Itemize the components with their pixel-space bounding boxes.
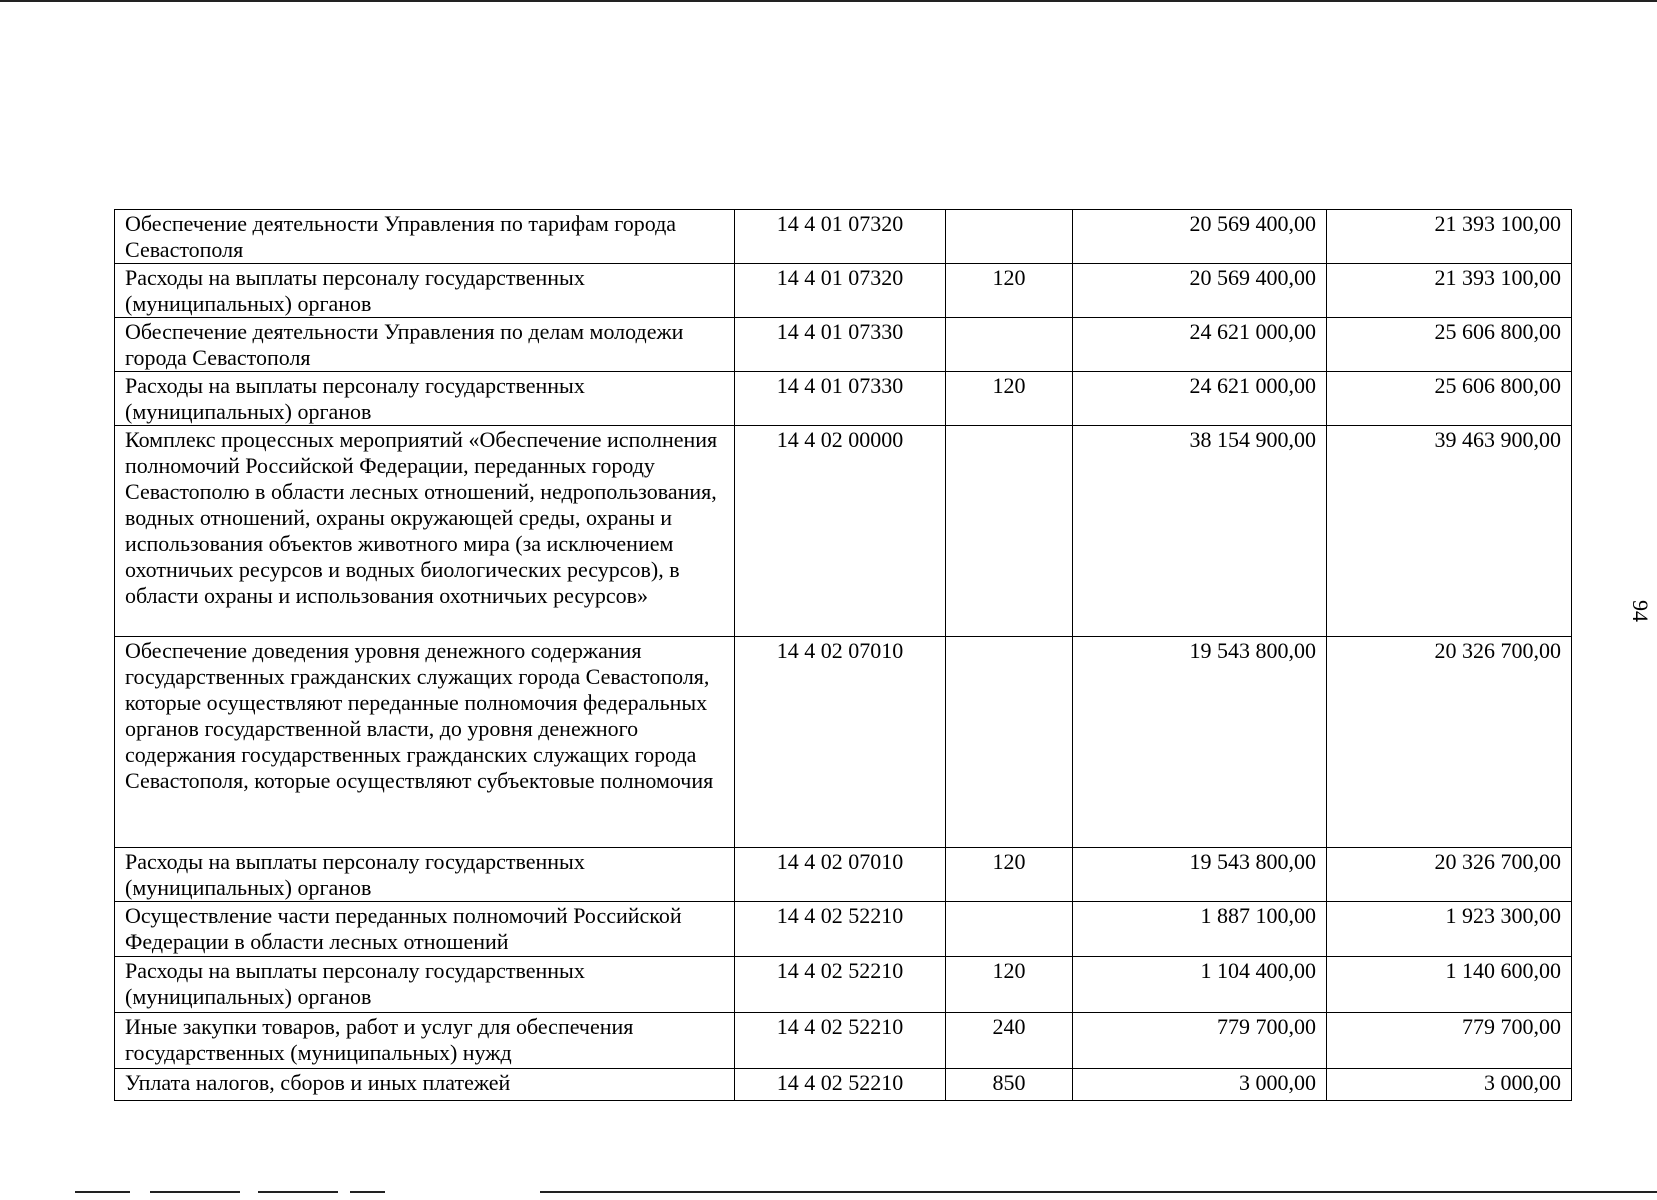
row-sum-year2: 3 000,00: [1327, 1069, 1572, 1101]
row-name: Обеспечение деятельности Управления по делам молодежи города Севастополя: [115, 318, 735, 372]
row-name: Уплата налогов, сборов и иных платежей: [115, 1069, 735, 1101]
row-sum-year2: 1 923 300,00: [1327, 902, 1572, 957]
row-code: 14 4 01 07330: [735, 372, 946, 426]
row-expense-type: 850: [946, 1069, 1073, 1101]
table-row: [115, 637, 1572, 848]
row-expense-type: 120: [946, 264, 1073, 318]
row-name: Расходы на выплаты персоналу государственных (муниципальных) органов: [115, 957, 735, 1013]
row-sum-year2: 25 606 800,00: [1327, 372, 1572, 426]
table-row: [115, 372, 1572, 426]
row-expense-type: [946, 637, 1073, 848]
row-expense-type: 240: [946, 1013, 1073, 1069]
table-row: [115, 1069, 1572, 1101]
row-name: Расходы на выплаты персоналу государственных (муниципальных) органов: [115, 372, 735, 426]
row-sum-year1: 779 700,00: [1073, 1013, 1327, 1069]
scan-border-top: [0, 0, 1657, 2]
row-sum-year1: 1 887 100,00: [1073, 902, 1327, 957]
table-row: [115, 426, 1572, 637]
table-row: [115, 264, 1572, 318]
row-sum-year2: 25 606 800,00: [1327, 318, 1572, 372]
row-name: Обеспечение доведения уровня денежного содержания государственных гражданских служащих города Севастополя, которые осуществляют переданные полномочия федеральных органов государственной власти, до уровня денежного содержания государственных гражданских служащих города Севастополя, которые осуществляют субъектовые полномочия: [115, 637, 735, 848]
row-sum-year2: 20 326 700,00: [1327, 637, 1572, 848]
row-name: Иные закупки товаров, работ и услуг для обеспечения государственных (муниципальных) нужд: [115, 1013, 735, 1069]
row-sum-year1: 19 543 800,00: [1073, 848, 1327, 902]
row-code: 14 4 01 07320: [735, 210, 946, 264]
budget-table: [114, 209, 1572, 1101]
table-row: [115, 848, 1572, 902]
table-row: [115, 318, 1572, 372]
row-name: Обеспечение деятельности Управления по тарифам города Севастополя: [115, 210, 735, 264]
row-code: 14 4 02 00000: [735, 426, 946, 637]
scan-border-bottom: [75, 1191, 130, 1193]
row-expense-type: 120: [946, 957, 1073, 1013]
row-sum-year1: 24 621 000,00: [1073, 372, 1327, 426]
row-name: Осуществление части переданных полномочий Российской Федерации в области лесных отношений: [115, 902, 735, 957]
table-row: [115, 1013, 1572, 1069]
row-sum-year2: 20 326 700,00: [1327, 848, 1572, 902]
row-expense-type: [946, 426, 1073, 637]
row-sum-year2: 779 700,00: [1327, 1013, 1572, 1069]
row-sum-year2: 39 463 900,00: [1327, 426, 1572, 637]
scan-border-bottom: [150, 1191, 240, 1193]
table-row: [115, 957, 1572, 1013]
row-code: 14 4 02 07010: [735, 848, 946, 902]
row-code: 14 4 02 52210: [735, 1013, 946, 1069]
row-code: 14 4 01 07330: [735, 318, 946, 372]
scan-border-bottom: [258, 1191, 338, 1193]
row-sum-year2: 1 140 600,00: [1327, 957, 1572, 1013]
table-row: [115, 210, 1572, 264]
row-sum-year2: 21 393 100,00: [1327, 264, 1572, 318]
row-sum-year1: 3 000,00: [1073, 1069, 1327, 1101]
row-expense-type: [946, 318, 1073, 372]
row-code: 14 4 02 52210: [735, 957, 946, 1013]
row-code: 14 4 02 07010: [735, 637, 946, 848]
row-code: 14 4 01 07320: [735, 264, 946, 318]
scan-border-bottom: [540, 1191, 1657, 1193]
row-sum-year1: 24 621 000,00: [1073, 318, 1327, 372]
row-expense-type: 120: [946, 372, 1073, 426]
row-sum-year1: 20 569 400,00: [1073, 264, 1327, 318]
row-expense-type: 120: [946, 848, 1073, 902]
row-sum-year1: 19 543 800,00: [1073, 637, 1327, 848]
row-sum-year1: 38 154 900,00: [1073, 426, 1327, 637]
scan-border-bottom: [350, 1191, 385, 1193]
row-expense-type: [946, 210, 1073, 264]
row-code: 14 4 02 52210: [735, 902, 946, 957]
row-sum-year1: 20 569 400,00: [1073, 210, 1327, 264]
row-name: Расходы на выплаты персоналу государственных (муниципальных) органов: [115, 848, 735, 902]
row-name: Комплекс процессных мероприятий «Обеспечение исполнения полномочий Российской Федерации, переданных городу Севастополю в области лесных отношений, недропользования, водных отношений, охраны окружающей среды, охраны и использования объектов животного мира (за исключением охотничьих ресурсов и водных биологических ресурсов), в области охраны и использования охотничьих ресурсов»: [115, 426, 735, 637]
row-name: Расходы на выплаты персоналу государственных (муниципальных) органов: [115, 264, 735, 318]
row-code: 14 4 02 52210: [735, 1069, 946, 1101]
row-sum-year1: 1 104 400,00: [1073, 957, 1327, 1013]
row-expense-type: [946, 902, 1073, 957]
row-sum-year2: 21 393 100,00: [1327, 210, 1572, 264]
page-number: 94: [1628, 600, 1653, 622]
table-row: [115, 902, 1572, 957]
